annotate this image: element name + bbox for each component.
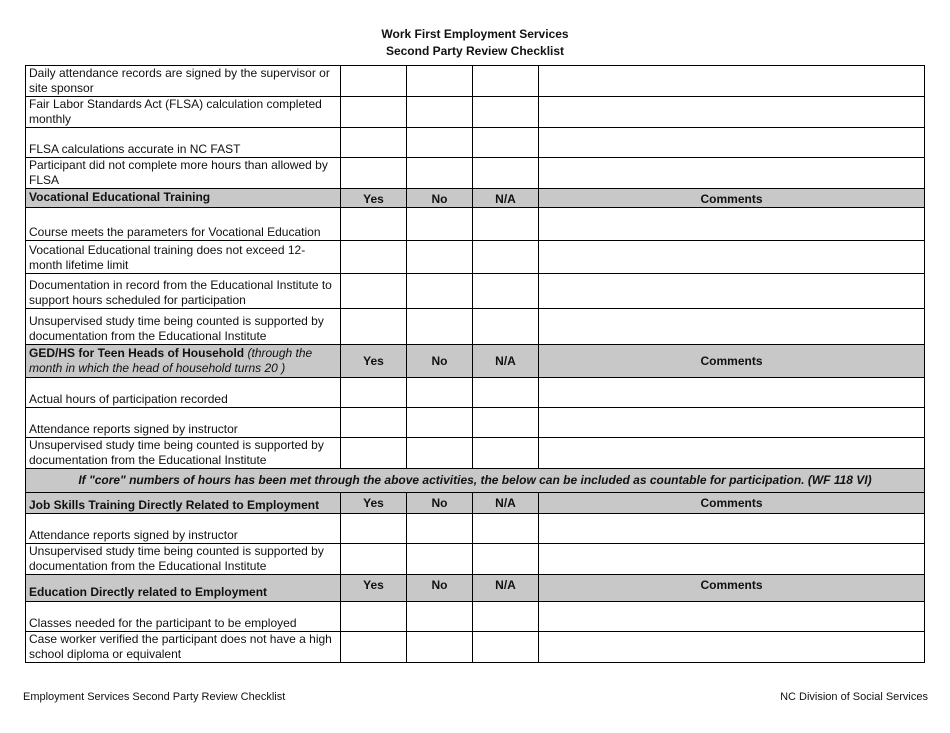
table-row	[26, 514, 925, 544]
na-cell[interactable]	[473, 158, 539, 189]
item-label: Course meets the parameters for Vocational Education	[26, 208, 341, 241]
table-row	[26, 274, 925, 309]
yes-cell[interactable]	[341, 378, 407, 408]
yes-header: Yes	[341, 575, 407, 602]
no-cell[interactable]	[407, 66, 473, 97]
table-row	[26, 208, 925, 241]
comments-header: Comments	[539, 345, 925, 378]
section-header-ged	[26, 345, 925, 378]
section-heading: GED/HS for Teen Heads of Household (through the month in which the head of household turns 20 )	[26, 345, 341, 378]
comments-header: Comments	[539, 575, 925, 602]
comments-cell[interactable]	[539, 544, 925, 575]
na-header: N/A	[473, 189, 539, 208]
comments-cell[interactable]	[539, 602, 925, 632]
no-cell[interactable]	[407, 158, 473, 189]
yes-cell[interactable]	[341, 208, 407, 241]
comments-cell[interactable]	[539, 408, 925, 438]
na-cell[interactable]	[473, 241, 539, 274]
table-row	[26, 408, 925, 438]
no-header: No	[407, 189, 473, 208]
table-row	[26, 309, 925, 345]
na-header: N/A	[473, 575, 539, 602]
core-note: If "core" numbers of hours has been met through the above activities, the below can be included as countable for participation. (WF 118 VI)	[26, 469, 925, 493]
yes-cell[interactable]	[341, 514, 407, 544]
comments-cell[interactable]	[539, 309, 925, 345]
no-cell[interactable]	[407, 208, 473, 241]
yes-cell[interactable]	[341, 128, 407, 158]
no-cell[interactable]	[407, 128, 473, 158]
na-cell[interactable]	[473, 309, 539, 345]
comments-cell[interactable]	[539, 241, 925, 274]
comments-cell[interactable]	[539, 378, 925, 408]
section-heading: Education Directly related to Employment	[26, 575, 341, 602]
no-cell[interactable]	[407, 602, 473, 632]
table-row	[26, 158, 925, 189]
no-cell[interactable]	[407, 408, 473, 438]
na-cell[interactable]	[473, 66, 539, 97]
na-header: N/A	[473, 493, 539, 514]
na-cell[interactable]	[473, 208, 539, 241]
table-row	[26, 602, 925, 632]
no-cell[interactable]	[407, 632, 473, 663]
yes-cell[interactable]	[341, 602, 407, 632]
core-note-row	[26, 469, 925, 493]
section-header-vocational	[26, 189, 925, 208]
na-cell[interactable]	[473, 438, 539, 469]
yes-header: Yes	[341, 189, 407, 208]
comments-cell[interactable]	[539, 208, 925, 241]
comments-cell[interactable]	[539, 438, 925, 469]
no-cell[interactable]	[407, 438, 473, 469]
no-header: No	[407, 493, 473, 514]
no-cell[interactable]	[407, 514, 473, 544]
na-cell[interactable]	[473, 274, 539, 309]
na-cell[interactable]	[473, 128, 539, 158]
page-subtitle: Second Party Review Checklist	[385, 44, 565, 58]
comments-header: Comments	[539, 493, 925, 514]
table-row	[26, 66, 925, 97]
item-label: Daily attendance records are signed by the supervisor or site sponsor	[26, 66, 341, 97]
checklist-table	[25, 65, 925, 663]
yes-cell[interactable]	[341, 158, 407, 189]
na-cell[interactable]	[473, 514, 539, 544]
na-cell[interactable]	[473, 97, 539, 128]
item-label: Classes needed for the participant to be employed	[26, 602, 341, 632]
na-cell[interactable]	[473, 632, 539, 663]
na-cell[interactable]	[473, 378, 539, 408]
item-label: Unsupervised study time being counted is supported by documentation from the Educational Institute	[26, 438, 341, 469]
section-heading: Vocational Educational Training	[26, 189, 341, 208]
item-label: Vocational Educational training does not exceed 12-month lifetime limit	[26, 241, 341, 274]
yes-cell[interactable]	[341, 632, 407, 663]
item-label: Unsupervised study time being counted is supported by documentation from the Educational Institute	[26, 544, 341, 575]
page-title: Work First Employment Services	[381, 27, 569, 41]
item-label: Participant did not complete more hours than allowed by FLSA	[26, 158, 341, 189]
item-label: Fair Labor Standards Act (FLSA) calculation completed monthly	[26, 97, 341, 128]
section-header-job-skills	[26, 493, 925, 514]
yes-header: Yes	[341, 345, 407, 378]
table-row	[26, 241, 925, 274]
yes-cell[interactable]	[341, 66, 407, 97]
na-cell[interactable]	[473, 602, 539, 632]
comments-cell[interactable]	[539, 274, 925, 309]
table-row	[26, 378, 925, 408]
no-cell[interactable]	[407, 97, 473, 128]
comments-cell[interactable]	[539, 632, 925, 663]
no-cell[interactable]	[407, 274, 473, 309]
section-header-education	[26, 575, 925, 602]
yes-cell[interactable]	[341, 438, 407, 469]
item-label: Actual hours of participation recorded	[26, 378, 341, 408]
yes-cell[interactable]	[341, 97, 407, 128]
yes-cell[interactable]	[341, 544, 407, 575]
yes-cell[interactable]	[341, 274, 407, 309]
no-header: No	[407, 575, 473, 602]
comments-header: Comments	[539, 189, 925, 208]
item-label: Attendance reports signed by instructor	[26, 514, 341, 544]
item-label: Attendance reports signed by instructor	[26, 408, 341, 438]
yes-cell[interactable]	[341, 241, 407, 274]
na-header: N/A	[473, 345, 539, 378]
yes-header: Yes	[341, 493, 407, 514]
comments-cell[interactable]	[539, 66, 925, 97]
na-cell[interactable]	[473, 408, 539, 438]
table-row	[26, 128, 925, 158]
footer-left: Employment Services Second Party Review Checklist	[23, 691, 286, 703]
na-cell[interactable]	[473, 544, 539, 575]
comments-cell[interactable]	[539, 514, 925, 544]
footer-right: NC Division of Social Services	[780, 691, 928, 703]
item-label: FLSA calculations accurate in NC FAST	[26, 128, 341, 158]
comments-cell[interactable]	[539, 97, 925, 128]
yes-cell[interactable]	[341, 408, 407, 438]
item-label: Case worker verified the participant does not have a high school diploma or equivalent	[26, 632, 341, 663]
no-cell[interactable]	[407, 378, 473, 408]
no-header: No	[407, 345, 473, 378]
table-row	[26, 97, 925, 128]
comments-cell[interactable]	[539, 128, 925, 158]
item-label: Unsupervised study time being counted is supported by documentation from the Educational Institute	[26, 309, 341, 345]
item-label: Documentation in record from the Educational Institute to support hours scheduled for participation	[26, 274, 341, 309]
section-heading: Job Skills Training Directly Related to Employment	[26, 493, 341, 514]
table-row	[26, 632, 925, 663]
comments-cell[interactable]	[539, 158, 925, 189]
no-cell[interactable]	[407, 309, 473, 345]
table-row	[26, 544, 925, 575]
table-row	[26, 438, 925, 469]
yes-cell[interactable]	[341, 309, 407, 345]
no-cell[interactable]	[407, 544, 473, 575]
no-cell[interactable]	[407, 241, 473, 274]
